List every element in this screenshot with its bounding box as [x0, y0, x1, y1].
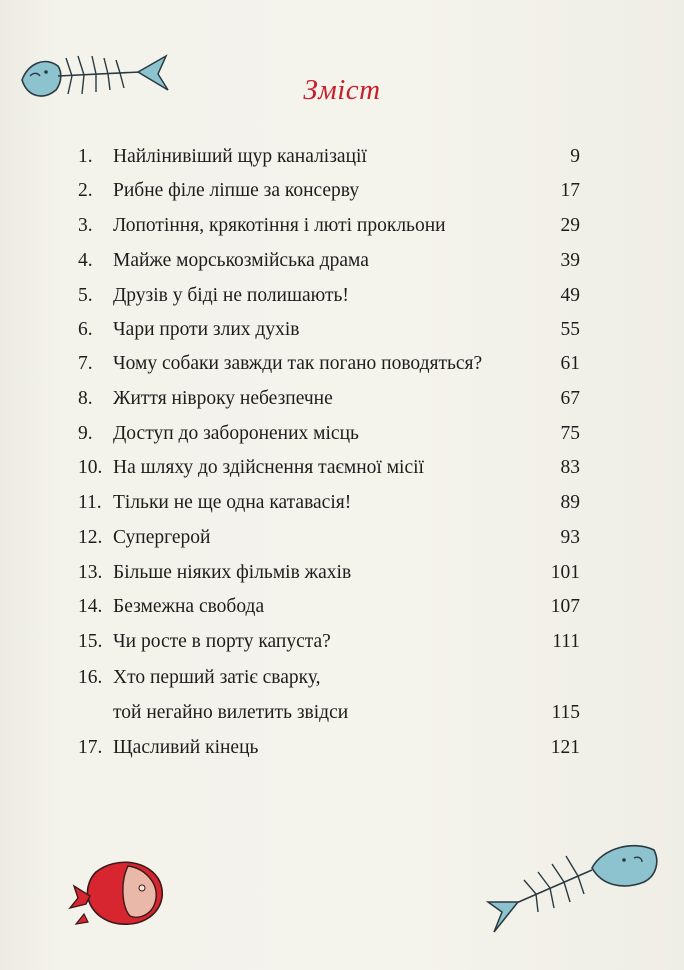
chapter-number: 17.	[78, 737, 103, 758]
fish-skeleton-icon	[484, 828, 662, 938]
toc-entry	[78, 702, 580, 728]
chapter-title: Щасливий кінець	[113, 737, 259, 758]
chapter-title: Лопотіння, крякотіння і люті прокльони	[113, 215, 446, 236]
toc-entry	[78, 388, 580, 414]
page-number: 111	[552, 631, 580, 652]
page-number: 9	[570, 146, 580, 167]
chapter-number: 14.	[78, 596, 103, 617]
chapter-title: Друзів у біді не полишають!	[113, 285, 349, 306]
toc-entry	[78, 492, 580, 518]
chapter-number: 1.	[78, 146, 93, 167]
page-number: 115	[551, 702, 580, 723]
toc-entry	[78, 527, 580, 553]
chapter-title: Хто перший затіє сварку,	[113, 667, 321, 688]
page-number: 89	[560, 492, 580, 513]
chapter-number: 2.	[78, 180, 93, 201]
page-number: 67	[560, 388, 580, 409]
chapter-title: Чари проти злих духів	[113, 319, 300, 340]
chapter-title: Чому собаки завжди так погано поводяться?	[113, 353, 483, 374]
chapter-number: 10.	[78, 457, 103, 478]
page-number: 61	[560, 353, 580, 374]
chapter-number: 3.	[78, 215, 93, 236]
chapter-title: Життя нівроку небезпечне	[113, 388, 333, 409]
toc-entry	[78, 285, 580, 311]
chapter-number: 13.	[78, 562, 103, 583]
chapter-number: 15.	[78, 631, 103, 652]
page-number: 49	[560, 285, 580, 306]
chapter-number: 7.	[78, 353, 93, 374]
toc-entry	[78, 457, 580, 483]
chapter-number: 12.	[78, 527, 103, 548]
chapter-title: Більше ніяких фільмів жахів	[113, 562, 352, 583]
page-number: 17	[560, 180, 580, 201]
chapter-number: 9.	[78, 423, 93, 444]
page-number: 39	[560, 250, 580, 271]
page-number: 75	[560, 423, 580, 444]
page-number: 29	[560, 215, 580, 236]
chapter-title: Рибне філе ліпше за консерву	[113, 180, 360, 201]
toc-entry	[78, 215, 580, 241]
chapter-number: 6.	[78, 319, 93, 340]
chapter-title: Супергерой	[113, 527, 211, 548]
chapter-title: Безмежна свобода	[113, 596, 265, 617]
chapter-title: На шляху до здійснення таємної місії	[113, 457, 424, 478]
page-number: 101	[550, 562, 580, 583]
chapter-title: Чи росте в порту капуста?	[113, 631, 331, 652]
chapter-title: Найлінивіший щур каналізації	[113, 146, 367, 167]
toc-entry	[78, 146, 580, 172]
page-number: 93	[560, 527, 580, 548]
chapter-title: Майже морськозмійська драма	[113, 250, 369, 271]
page-title: Зміст	[303, 74, 381, 106]
toc-entry	[78, 353, 580, 379]
toc-entry	[78, 250, 580, 276]
chapter-number: 4.	[78, 250, 93, 271]
toc-entry	[78, 423, 580, 449]
toc-entry	[78, 631, 580, 657]
page-number: 83	[560, 457, 580, 478]
chapter-title: той негайно вилетить звідси	[113, 702, 349, 723]
chapter-title: Тільки не ще одна катавасія!	[113, 492, 352, 513]
chapter-number: 5.	[78, 285, 93, 306]
toc-entry	[78, 737, 580, 763]
toc-entry	[78, 667, 580, 693]
chapter-number: 8.	[78, 388, 93, 409]
ham-icon	[66, 852, 176, 932]
page-number: 55	[560, 319, 580, 340]
page-number: 121	[550, 737, 580, 758]
page-number: 107	[550, 596, 580, 617]
toc-entry	[78, 180, 580, 206]
toc-entry	[78, 596, 580, 622]
chapter-title: Доступ до заборонених місць	[113, 423, 359, 444]
toc-entry	[78, 562, 580, 588]
chapter-number: 16.	[78, 667, 103, 688]
toc-entry	[78, 319, 580, 345]
chapter-number: 11.	[78, 492, 102, 513]
